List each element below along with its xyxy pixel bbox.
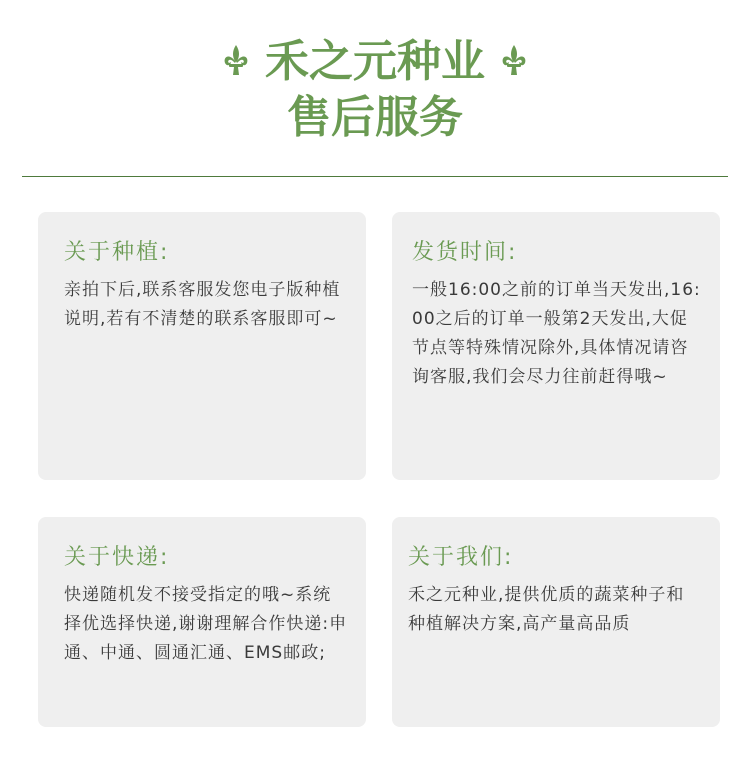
card-heading: 关于我们: (408, 545, 514, 570)
card-body: 一般16:00之前的订单当天发出,16:00之后的订单一般第2天发出,大促节点等特殊情况除外,具体情况请咨询客服,我们会尽力往前赶得哦~ (412, 280, 701, 387)
card-heading: 发货时间: (412, 240, 518, 265)
card-heading: 关于快递: (64, 545, 170, 570)
info-card-about-us (392, 517, 720, 727)
info-card-planting (38, 212, 366, 480)
card-heading: 关于种植: (64, 240, 170, 265)
fleur-de-lis-icon (499, 43, 529, 77)
fleur-de-lis-icon (221, 43, 251, 77)
info-card-shipping-time (392, 212, 720, 480)
header-divider (22, 176, 728, 177)
card-body: 快递随机发不接受指定的哦~系统择优选择快递,谢谢理解合作快递:申通、中通、圆通汇通、EMS邮政; (64, 585, 348, 663)
page-subtitle: 售后服务 (287, 92, 463, 143)
card-body: 禾之元种业,提供优质的蔬菜种子和种植解决方案,高产量高品质 (408, 585, 685, 634)
card-body: 亲拍下后,联系客服发您电子版种植说明,若有不清楚的联系客服即可~ (64, 280, 341, 329)
info-card-courier (38, 517, 366, 727)
brand-title: 禾之元种业 (265, 36, 485, 87)
header-title-row (0, 36, 750, 88)
